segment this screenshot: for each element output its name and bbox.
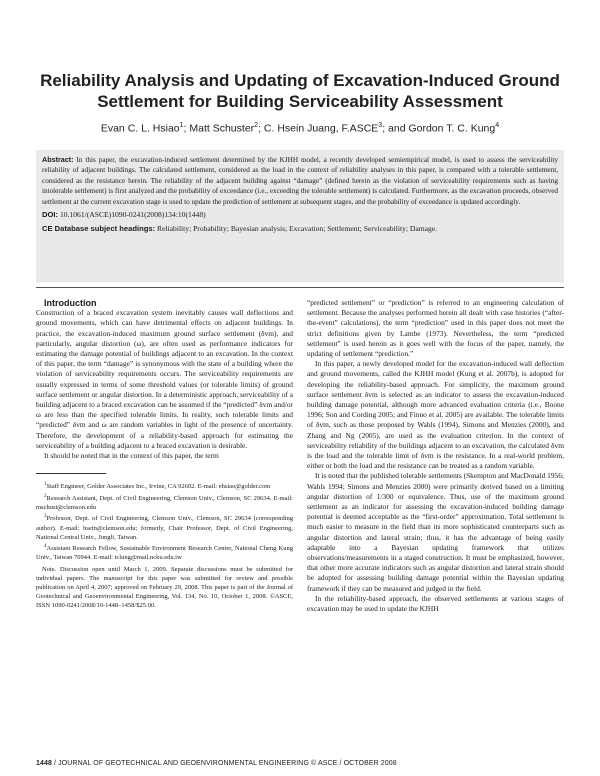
body-paragraph: It should be noted that in the context of this paper, the term [44,451,219,461]
footnote-2-text: Research Assistant, Dept. of Civil Engineering, Clemson Univ., Clemson, SC 29634. E-mail: mschust@clemson.edu [36,494,293,511]
footnote-4 [36,542,293,563]
paper-title: Reliability Analysis and Updating of Excavation-Induced Ground Settlement for Building Serviceability Assessment [40,71,560,111]
author-1: Evan C. L. Hsiao [100,122,180,135]
left-column [36,298,293,611]
body-paragraph: In the reliability-based approach, the observed settlements at various stages of excavation may be used to update the KJHH [307,593,564,614]
doi-label: DOI: [42,210,59,220]
body-paragraph: It is noted that the published tolerable settlements (Skempton and MacDonald 1956; Wahls 1994; Simons and Menzies 2000) were primarily derived based on a limiting angular distortion of 1/300 or equivalence. Thus, use of the maximum ground settlement as an indicator for assessing the excavation-induced building damage potential is deemed acceptable as the “first-order” approximation. Total settlement is much easier to measure in the field than its more sophisticated counterparts such as angular distortion and lateral strain; thus, it has the advantage of being easily adaptable into a Bayesian updating framework that utilizes observations/measurements in a staged construction. It must be emphasized, however, that other more accurate indicators such as angular distortion and lateral strain should be adopted for assessing building damage potential within the Bayesian updating framework if they can be measured and judged in the field. [307,471,564,593]
journal-running-footer: / JOURNAL OF GEOTECHNICAL AND GEOENVIRONMENTAL ENGINEERING © ASCE / OCTOBER 2008 [51,760,397,767]
abstract-label: Abstract: [42,155,74,164]
editorial-note: Note. Discussion open until March 1, 2009. Separate discussions must be submitted for individual papers. The manuscript for this paper was submitted for review and possible publication on April 4, 2007; approved on February 29, 2008. This paper is part of the Journal of Geotechnical and Geoenvironmental Engineering, Vol. 134, No. 10, October 1, 2008. ©ASCE, ISSN 1090-0241/2008/10-1448–1458/$25.00. [36,565,293,610]
footnote-1-text: Staff Engineer, Golder Associates Inc., Irvine, CA 92602. E-mail: ehsiao@golder.com [46,483,271,491]
footnote-2-marker: 2 [44,493,47,499]
footnote-4-text: Assistant Research Fellow, Sustainable Environment Research Center, National Cheng Kung Univ., Taiwan 70944. E-mail: tclung@mail.ncku.edu.tw [36,545,293,562]
body-paragraph: Construction of a braced excavation system inevitably causes wall deflections and ground movements, which can have detrimental effects on adjacent buildings. In practice, the excavation-induced maximum ground surface settlement (δvm), and particularly, angular distortion (ω), are often used as performance indicators for estimating the damage potential of buildings adjacent to an excavation. In the context of this paper, the term “damage” is synonymous with the state of a building where the violation of serviceability requirements occurs. The serviceability requirements are usually expressed in terms of some threshold values (or tolerable limits) of ground surface settlement or angular distortion. In a deterministic approach, serviceability of a building adjacent to a braced excavation can be assumed if the “predicted” δvm and/or ω are less than the specified tolerable limits. In reality, such tolerable limits and “predicted” δvm and ω are random variables in light of the presence of uncertainty. Therefore, the development of a reliability-based approach for estimating the serviceability of a building adjacent to a braced excavation is desirable. [36,308,293,450]
abstract-text: In this paper, the excavation-induced settlement determined by the KJHH model, a recently developed semiempirical model, is used to assess the serviceability reliability of adjacent buildings. The calculated settlement, considered as the load in the context of reliability analyses in this paper, is compared with a tolerable settlement, considered as the resistance herein. The reliability of the adjacent building against “damage” (defined herein as the violation of serviceability requirements such as having intolerable settlement) is first analyzed and the probability of exceedance (i.e., exceeding the tolerable settlement) is calculated. Furthermore, as the excavation proceeds, observed settlement at the current excavation stage is used to update the prediction of settlement at subsequent stages, and the probability of exceedance is updated accordingly. [42,156,558,206]
subject-headings [42,224,558,234]
body-paragraph: In this paper, a newly developed model for the excavation-induced wall deflection and ground movements, called the KJHH model (Kung et al. 2007b), is adopted for developing the reliability-based approach. For simplicity, the maximum ground surface settlement δvm is selected as an indicator to assess the excavation-induced building damage potential, although more advanced evaluation criteria (i.e., Boone 1996; Son and Cording 2005; and Finno et al. 2005) are available. The tolerable limits of δvm, such as those proposed by Wahls (1994), Simons and Menzies (2000), and Zhang and Ng (2005), are used as the evaluation criterion. In the context of serviceability reliability of the buildings adjacent to an excavation, the calculated δvm is the load and the tolerable limit of δvm is the resistance. In a real-world problem, either or both the load and the resistance can be treated as a random variable. [307,359,564,471]
author-1-affil: 1 [179,122,184,129]
footnote-3-text: Professor, Dept. of Civil Engineering, Clemson Univ., Clemson, SC 29634 (corresponding author). E-mail: hsein@clemson.edu; formerly, Chair Professor, Dept. of Civil Engineering, National Central Univ., Jungli, Taiwan. [36,515,293,541]
author-list [20,122,580,135]
footnote-1 [36,480,293,491]
footnote-4-marker: 4 [44,543,47,549]
footnote-1-marker: 1 [44,482,47,488]
author-2-affil: 2 [254,122,259,129]
abstract-box [36,150,564,282]
footnote-rule [36,473,106,474]
subject-headings-label: CE Database subject headings: [42,224,156,234]
body-paragraph: “predicted settlement” or “prediction” is referred to an engineering calculation of settlement. Because the analyses performed herein all dealt with case histories (“after-the-event” calculations), the term “prediction” used in this paper does not meet the strict definitions given by Lambe (1973). Nevertheless, the term “predicted settlement” is used herein as it goes well with the focus of the paper, namely, the updating of settlement “prediction.” [307,298,564,359]
author-4-affil: 4 [495,122,500,129]
author-2: ; Matt Schuster [183,122,255,135]
top-rule [36,287,564,288]
author-3-affil: 3 [378,122,383,129]
right-column [307,298,564,614]
footnote-3-marker: 3 [44,514,47,520]
doi-line [42,210,558,220]
author-4: ; and Gordon T. C. Kung [382,122,496,135]
doi-value[interactable]: 10.1061/(ASCE)1090-0241(2008)134:10(1448) [59,210,206,220]
section-heading: Introduction [44,298,97,308]
author-3: ; C. Hsein Juang, F.ASCE [258,122,379,135]
subject-headings-text: Reliability; Probability; Bayesian analysis; Excavation; Settlement; Serviceability; Damage. [157,224,438,234]
footnote-2 [36,492,293,513]
page-footer [36,760,397,767]
page-number: 1448 [36,760,52,767]
abstract [42,155,558,207]
footnote-3 [36,512,293,542]
